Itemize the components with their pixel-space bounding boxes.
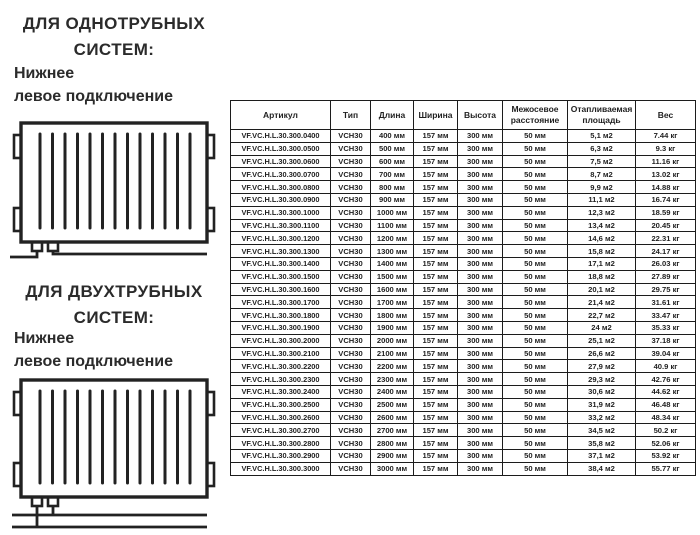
table-cell: 300 мм: [458, 373, 503, 386]
table-cell: VF.VC.H.L.30.300.3000: [231, 462, 331, 475]
table-row: [231, 181, 696, 194]
table-cell: VF.VC.H.L.30.300.1600: [231, 283, 331, 296]
table-cell: 11.16 кг: [636, 155, 696, 168]
table-row: [231, 296, 696, 309]
table-cell: 50 мм: [503, 398, 568, 411]
table-cell: VF.VC.H.L.30.300.1400: [231, 257, 331, 270]
table-cell: 42.76 кг: [636, 373, 696, 386]
table-cell: 300 мм: [458, 193, 503, 206]
table-cell: 157 мм: [414, 398, 458, 411]
two-pipe-title-line2: СИСТЕМ:: [73, 308, 155, 328]
column-header: Вес: [636, 101, 696, 130]
single-pipe-title-line2: СИСТЕМ:: [73, 40, 155, 60]
table-cell: 157 мм: [414, 257, 458, 270]
table-cell: 300 мм: [458, 398, 503, 411]
table-cell: VCH30: [331, 219, 371, 232]
table-cell: 157 мм: [414, 424, 458, 437]
table-cell: VF.VC.H.L.30.300.2600: [231, 411, 331, 424]
table-cell: 50 мм: [503, 168, 568, 181]
table-cell: 1200 мм: [371, 232, 414, 245]
table-cell: 37,1 м2: [568, 449, 636, 462]
table-cell: 21,4 м2: [568, 296, 636, 309]
table-cell: 39.04 кг: [636, 347, 696, 360]
table-cell: 16.74 кг: [636, 193, 696, 206]
table-cell: 1900 мм: [371, 321, 414, 334]
radiator-two-pipe-diagram-icon: [10, 376, 220, 532]
table-cell: 50 мм: [503, 206, 568, 219]
table-cell: VF.VC.H.L.30.300.2700: [231, 424, 331, 437]
table-cell: 157 мм: [414, 130, 458, 143]
table-row: [231, 257, 696, 270]
table-cell: 300 мм: [458, 411, 503, 424]
table-cell: 300 мм: [458, 462, 503, 475]
table-cell: 50 мм: [503, 155, 568, 168]
table-cell: 157 мм: [414, 462, 458, 475]
table-cell: 500 мм: [371, 142, 414, 155]
table-cell: VCH30: [331, 360, 371, 373]
table-cell: 6,3 м2: [568, 142, 636, 155]
table-cell: 300 мм: [458, 206, 503, 219]
table-cell: VF.VC.H.L.30.300.1100: [231, 219, 331, 232]
table-cell: 27,9 м2: [568, 360, 636, 373]
table-cell: VCH30: [331, 385, 371, 398]
table-cell: 9,9 м2: [568, 181, 636, 194]
table-cell: 50 мм: [503, 245, 568, 258]
table-cell: 157 мм: [414, 168, 458, 181]
table-cell: 1600 мм: [371, 283, 414, 296]
table-cell: 20,1 м2: [568, 283, 636, 296]
table-cell: 18,8 м2: [568, 270, 636, 283]
table-row: [231, 270, 696, 283]
table-cell: 157 мм: [414, 411, 458, 424]
table-cell: 18.59 кг: [636, 206, 696, 219]
table-row: [231, 437, 696, 450]
single-pipe-title-line1: ДЛЯ ОДНОТРУБНЫХ: [22, 14, 206, 33]
table-cell: 50 мм: [503, 462, 568, 475]
table-cell: VCH30: [331, 168, 371, 181]
table-cell: VF.VC.H.L.30.300.0400: [231, 130, 331, 143]
table-cell: 50 мм: [503, 142, 568, 155]
table-cell: 29,3 м2: [568, 373, 636, 386]
table-cell: 50 мм: [503, 283, 568, 296]
table-row: [231, 219, 696, 232]
table-cell: VF.VC.H.L.30.300.0500: [231, 142, 331, 155]
table-cell: VCH30: [331, 181, 371, 194]
table-cell: VCH30: [331, 398, 371, 411]
table-cell: 50 мм: [503, 130, 568, 143]
table-cell: 50 мм: [503, 270, 568, 283]
table-cell: 300 мм: [458, 155, 503, 168]
table-cell: VCH30: [331, 257, 371, 270]
table-cell: VCH30: [331, 334, 371, 347]
table-cell: 13.02 кг: [636, 168, 696, 181]
table-cell: VF.VC.H.L.30.300.0800: [231, 181, 331, 194]
table-cell: 2200 мм: [371, 360, 414, 373]
table-cell: 22.31 кг: [636, 232, 696, 245]
table-row: [231, 193, 696, 206]
table-cell: 17,1 м2: [568, 257, 636, 270]
table-cell: 8,7 м2: [568, 168, 636, 181]
table-cell: VF.VC.H.L.30.300.1000: [231, 206, 331, 219]
table-cell: 40.9 кг: [636, 360, 696, 373]
table-cell: 2900 мм: [371, 449, 414, 462]
table-cell: VCH30: [331, 449, 371, 462]
table-cell: 157 мм: [414, 155, 458, 168]
table-cell: 14.88 кг: [636, 181, 696, 194]
table-header-row: [231, 101, 696, 130]
table-cell: 700 мм: [371, 168, 414, 181]
table-cell: VCH30: [331, 270, 371, 283]
table-cell: 50 мм: [503, 321, 568, 334]
table-cell: 52.06 кг: [636, 437, 696, 450]
table-cell: VCH30: [331, 309, 371, 322]
table-cell: 1300 мм: [371, 245, 414, 258]
table-cell: VCH30: [331, 296, 371, 309]
column-header: Высота: [458, 101, 503, 130]
table-cell: 157 мм: [414, 437, 458, 450]
table-cell: 50 мм: [503, 193, 568, 206]
table-cell: 157 мм: [414, 373, 458, 386]
table-cell: 26.03 кг: [636, 257, 696, 270]
table-cell: VF.VC.H.L.30.300.0700: [231, 168, 331, 181]
spec-table-container: [230, 100, 696, 476]
table-cell: 157 мм: [414, 360, 458, 373]
table-cell: 35,8 м2: [568, 437, 636, 450]
table-cell: 2100 мм: [371, 347, 414, 360]
table-cell: 300 мм: [458, 296, 503, 309]
table-row: [231, 373, 696, 386]
table-cell: 11,1 м2: [568, 193, 636, 206]
column-header: Тип: [331, 101, 371, 130]
table-cell: 48.34 кг: [636, 411, 696, 424]
table-cell: 157 мм: [414, 270, 458, 283]
table-cell: 400 мм: [371, 130, 414, 143]
column-header: Отапливаемая площадь: [568, 101, 636, 130]
table-cell: 157 мм: [414, 245, 458, 258]
single-pipe-section-title: [0, 11, 228, 64]
table-cell: 1100 мм: [371, 219, 414, 232]
table-cell: 50 мм: [503, 219, 568, 232]
table-cell: 50 мм: [503, 296, 568, 309]
table-cell: 50 мм: [503, 181, 568, 194]
table-cell: 53.92 кг: [636, 449, 696, 462]
table-cell: 300 мм: [458, 168, 503, 181]
table-cell: 50 мм: [503, 257, 568, 270]
table-cell: 46.48 кг: [636, 398, 696, 411]
table-cell: 44.62 кг: [636, 385, 696, 398]
table-cell: 22,7 м2: [568, 309, 636, 322]
table-cell: 157 мм: [414, 321, 458, 334]
table-cell: 7,5 м2: [568, 155, 636, 168]
table-cell: 800 мм: [371, 181, 414, 194]
table-row: [231, 347, 696, 360]
table-cell: 13,4 м2: [568, 219, 636, 232]
table-cell: 900 мм: [371, 193, 414, 206]
table-cell: 157 мм: [414, 181, 458, 194]
table-cell: VF.VC.H.L.30.300.0600: [231, 155, 331, 168]
table-cell: 300 мм: [458, 232, 503, 245]
table-cell: 300 мм: [458, 437, 503, 450]
column-header: Межосевое расстояние: [503, 101, 568, 130]
table-cell: 1500 мм: [371, 270, 414, 283]
table-cell: VF.VC.H.L.30.300.2500: [231, 398, 331, 411]
table-cell: 50 мм: [503, 385, 568, 398]
single-pipe-subtitle-line1: Нижнее: [14, 65, 75, 82]
spec-table: [230, 100, 696, 476]
table-row: [231, 385, 696, 398]
table-cell: VCH30: [331, 206, 371, 219]
table-cell: 300 мм: [458, 181, 503, 194]
table-cell: 2700 мм: [371, 424, 414, 437]
table-cell: 2800 мм: [371, 437, 414, 450]
table-cell: VCH30: [331, 437, 371, 450]
table-cell: VF.VC.H.L.30.300.0900: [231, 193, 331, 206]
radiator-single-pipe-diagram-icon: [10, 117, 220, 262]
table-cell: 50.2 кг: [636, 424, 696, 437]
table-row: [231, 283, 696, 296]
table-cell: 300 мм: [458, 309, 503, 322]
table-row: [231, 411, 696, 424]
table-cell: VF.VC.H.L.30.300.1200: [231, 232, 331, 245]
table-cell: 1700 мм: [371, 296, 414, 309]
table-cell: VCH30: [331, 347, 371, 360]
table-cell: 300 мм: [458, 257, 503, 270]
table-cell: VF.VC.H.L.30.300.2000: [231, 334, 331, 347]
table-cell: 157 мм: [414, 206, 458, 219]
table-cell: VF.VC.H.L.30.300.1900: [231, 321, 331, 334]
table-cell: 1800 мм: [371, 309, 414, 322]
table-row: [231, 168, 696, 181]
table-cell: VF.VC.H.L.30.300.2400: [231, 385, 331, 398]
table-cell: VF.VC.H.L.30.300.2200: [231, 360, 331, 373]
table-cell: 38,4 м2: [568, 462, 636, 475]
table-cell: 300 мм: [458, 385, 503, 398]
table-cell: 24.17 кг: [636, 245, 696, 258]
table-cell: 29.75 кг: [636, 283, 696, 296]
column-header: Артикул: [231, 101, 331, 130]
table-cell: VCH30: [331, 142, 371, 155]
table-cell: 1000 мм: [371, 206, 414, 219]
table-cell: 30,6 м2: [568, 385, 636, 398]
table-cell: 50 мм: [503, 334, 568, 347]
table-cell: VCH30: [331, 193, 371, 206]
table-cell: 157 мм: [414, 347, 458, 360]
two-pipe-subtitle-line2: левое подключение: [14, 353, 173, 371]
table-cell: VCH30: [331, 411, 371, 424]
table-cell: 300 мм: [458, 334, 503, 347]
table-cell: 14,6 м2: [568, 232, 636, 245]
table-cell: 300 мм: [458, 449, 503, 462]
table-cell: 2400 мм: [371, 385, 414, 398]
table-cell: 300 мм: [458, 283, 503, 296]
table-cell: 300 мм: [458, 321, 503, 334]
table-cell: 50 мм: [503, 347, 568, 360]
table-cell: VF.VC.H.L.30.300.1700: [231, 296, 331, 309]
table-cell: 15,8 м2: [568, 245, 636, 258]
table-cell: 27.89 кг: [636, 270, 696, 283]
table-cell: 50 мм: [503, 360, 568, 373]
table-cell: 20.45 кг: [636, 219, 696, 232]
table-cell: 9.3 кг: [636, 142, 696, 155]
table-cell: 50 мм: [503, 437, 568, 450]
table-cell: 300 мм: [458, 130, 503, 143]
table-cell: 300 мм: [458, 219, 503, 232]
table-cell: VCH30: [331, 245, 371, 258]
table-cell: 157 мм: [414, 232, 458, 245]
table-cell: VF.VC.H.L.30.300.2900: [231, 449, 331, 462]
table-row: [231, 398, 696, 411]
two-pipe-section-title: [0, 279, 228, 332]
table-cell: 300 мм: [458, 245, 503, 258]
table-cell: 2000 мм: [371, 334, 414, 347]
table-cell: VCH30: [331, 373, 371, 386]
table-cell: 157 мм: [414, 449, 458, 462]
table-cell: 300 мм: [458, 142, 503, 155]
table-cell: VF.VC.H.L.30.300.1300: [231, 245, 331, 258]
table-cell: 33.47 кг: [636, 309, 696, 322]
table-cell: VCH30: [331, 424, 371, 437]
table-cell: VF.VC.H.L.30.300.1500: [231, 270, 331, 283]
table-cell: 50 мм: [503, 449, 568, 462]
table-cell: 50 мм: [503, 411, 568, 424]
table-cell: 1400 мм: [371, 257, 414, 270]
table-cell: 12,3 м2: [568, 206, 636, 219]
table-cell: VF.VC.H.L.30.300.1800: [231, 309, 331, 322]
table-cell: 33,2 м2: [568, 411, 636, 424]
table-cell: 600 мм: [371, 155, 414, 168]
table-cell: 7.44 кг: [636, 130, 696, 143]
two-pipe-title-line1: ДЛЯ ДВУХТРУБНЫХ: [25, 282, 203, 301]
table-row: [231, 309, 696, 322]
table-row: [231, 245, 696, 258]
two-pipe-subtitle: [14, 327, 228, 373]
table-cell: 50 мм: [503, 424, 568, 437]
table-row: [231, 334, 696, 347]
table-cell: 31,9 м2: [568, 398, 636, 411]
table-row: [231, 424, 696, 437]
table-cell: VF.VC.H.L.30.300.2800: [231, 437, 331, 450]
table-cell: 300 мм: [458, 424, 503, 437]
table-row: [231, 462, 696, 475]
table-cell: 157 мм: [414, 309, 458, 322]
table-row: [231, 360, 696, 373]
table-row: [231, 155, 696, 168]
table-row: [231, 206, 696, 219]
table-cell: VCH30: [331, 232, 371, 245]
table-cell: 157 мм: [414, 334, 458, 347]
table-cell: 50 мм: [503, 309, 568, 322]
table-cell: 157 мм: [414, 142, 458, 155]
table-cell: VF.VC.H.L.30.300.2300: [231, 373, 331, 386]
table-cell: 50 мм: [503, 232, 568, 245]
table-cell: 2600 мм: [371, 411, 414, 424]
table-cell: 31.61 кг: [636, 296, 696, 309]
table-row: [231, 232, 696, 245]
table-cell: 24 м2: [568, 321, 636, 334]
table-cell: 37.18 кг: [636, 334, 696, 347]
table-cell: VF.VC.H.L.30.300.2100: [231, 347, 331, 360]
table-cell: 157 мм: [414, 283, 458, 296]
table-cell: 2300 мм: [371, 373, 414, 386]
table-cell: 5,1 м2: [568, 130, 636, 143]
table-cell: 50 мм: [503, 373, 568, 386]
table-row: [231, 130, 696, 143]
two-pipe-subtitle-line1: Нижнее: [14, 330, 75, 347]
table-cell: 157 мм: [414, 219, 458, 232]
table-row: [231, 321, 696, 334]
table-cell: 2500 мм: [371, 398, 414, 411]
table-cell: 300 мм: [458, 360, 503, 373]
table-cell: 3000 мм: [371, 462, 414, 475]
table-cell: 55.77 кг: [636, 462, 696, 475]
table-row: [231, 449, 696, 462]
table-cell: VCH30: [331, 283, 371, 296]
column-header: Ширина: [414, 101, 458, 130]
table-cell: 34,5 м2: [568, 424, 636, 437]
table-cell: 300 мм: [458, 270, 503, 283]
single-pipe-subtitle-line2: левое подключение: [14, 88, 173, 106]
table-cell: 157 мм: [414, 385, 458, 398]
table-cell: VCH30: [331, 462, 371, 475]
single-pipe-subtitle: [14, 62, 228, 108]
table-cell: VCH30: [331, 130, 371, 143]
table-cell: 300 мм: [458, 347, 503, 360]
table-cell: 25,1 м2: [568, 334, 636, 347]
table-cell: VCH30: [331, 155, 371, 168]
table-cell: VCH30: [331, 321, 371, 334]
table-row: [231, 142, 696, 155]
table-cell: 157 мм: [414, 296, 458, 309]
table-cell: 35.33 кг: [636, 321, 696, 334]
table-cell: 157 мм: [414, 193, 458, 206]
table-cell: 26,6 м2: [568, 347, 636, 360]
column-header: Длина: [371, 101, 414, 130]
